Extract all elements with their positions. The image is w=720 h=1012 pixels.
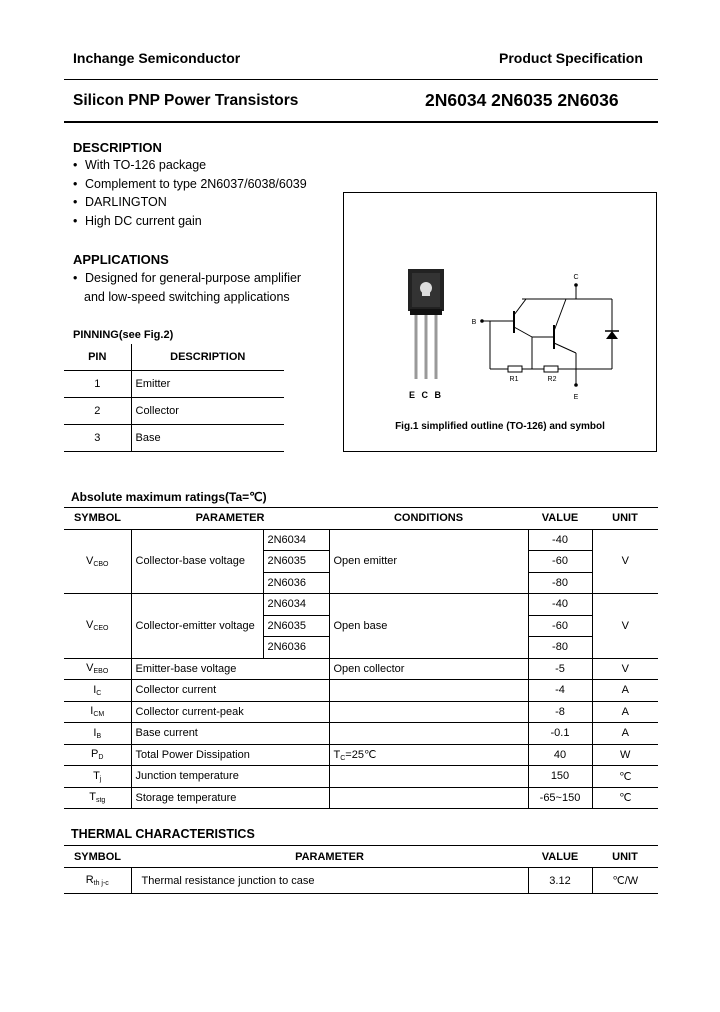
conditions-cell [329,701,528,723]
table-row [64,723,658,745]
unit-cell: A [592,701,658,723]
table-row [64,397,284,424]
darlington-symbol [482,285,612,385]
conditions-cell [329,723,528,745]
symbol-cell: $V_{CEO}$ [64,594,131,659]
pin-number: 3 [64,424,131,451]
conditions-cell [329,766,528,788]
table-row [64,787,658,809]
applications-line: • Designed for general-purpose amplifier [73,271,302,285]
part-numbers: 2N6034 2N6035 2N6036 [425,90,619,110]
conditions-col-header: CONDITIONS [329,508,528,530]
table-row [64,424,284,451]
part-number-cell: 2N6036 [263,572,329,594]
unit-cell: A [592,680,658,702]
header-rule [64,79,658,80]
pinning-table [64,344,284,452]
table-row [64,868,658,894]
part-number-cell: 2N6034 [263,529,329,551]
title-rule [64,121,658,123]
unit-cell: V [592,594,658,659]
part-number-cell: 2N6034 [263,594,329,616]
description-heading: DESCRIPTION [73,140,162,155]
parameter-cell: Emitter-base voltage [131,658,329,680]
ratings-table [64,507,658,809]
bullet-icon: • [73,158,78,172]
product-line: Silicon PNP Power Transistors [73,92,299,109]
bullet-icon: • [73,271,78,285]
thermal-heading: THERMAL CHARACTERISTICS [71,827,255,841]
to126-package-drawing [408,269,444,379]
doc-type: Product Specification [499,50,643,66]
figure-caption: Fig.1 simplified outline (TO-126) and symbol [395,421,605,432]
pin-description: Base [131,424,284,451]
symbol-cell: $P_D$ [64,744,131,766]
label-r1: R1 [509,376,519,383]
part-number-cell: 2N6035 [263,551,329,573]
label-b: B [471,319,477,326]
parameter-cell: Total Power Dissipation [131,744,329,766]
unit-col-header: UNIT [592,846,658,868]
table-row [64,529,658,551]
label-r2: R2 [547,376,557,383]
pin-description: Emitter [131,370,284,397]
symbol-cell: $R_{th j-c}$ [64,868,131,894]
value-cell: -5 [528,658,592,680]
symbol-col-header: SYMBOL [64,846,131,868]
symbol-cell: $I_{CM}$ [64,701,131,723]
description-item: • Complement to type 2N6037/6038/6039 [73,177,307,191]
part-number-cell: 2N6035 [263,615,329,637]
value-cell: 40 [528,744,592,766]
table-row [64,766,658,788]
table-row [64,370,284,397]
value-cell: -60 [528,551,592,573]
value-col-header: VALUE [528,846,592,868]
value-cell: 150 [528,766,592,788]
symbol-col-header: SYMBOL [64,508,131,530]
label-e: E [573,394,579,401]
parameter-cell: Junction temperature [131,766,329,788]
pin-col-header: PIN [64,344,131,370]
package-and-symbol-drawing [344,193,656,451]
pin-description: Collector [131,397,284,424]
applications-line: and low-speed switching applications [84,290,290,304]
parameter-cell: Storage temperature [131,787,329,809]
value-cell: -4 [528,680,592,702]
bullet-icon: • [73,195,78,209]
table-row [64,701,658,723]
desc-col-header: DESCRIPTION [131,344,284,370]
conditions-cell [329,787,528,809]
symbol-cell: $V_{CBO}$ [64,529,131,594]
ratings-heading: Absolute maximum ratings(Ta=℃) [71,490,267,504]
table-row [64,680,658,702]
value-col-header: VALUE [528,508,592,530]
unit-cell: V [592,658,658,680]
pin-number: 2 [64,397,131,424]
symbol-cell: $T_j$ [64,766,131,788]
unit-cell: A [592,723,658,745]
unit-cell: W [592,744,658,766]
symbol-cell: $I_B$ [64,723,131,745]
parameter-cell: Collector-base voltage [131,529,263,594]
parameter-cell: Base current [131,723,329,745]
bullet-icon: • [73,214,78,228]
parameter-col-header: PARAMETER [131,508,329,530]
parameter-cell: Collector current [131,680,329,702]
part-number-cell: 2N6036 [263,637,329,659]
unit-cell: ℃/W [592,868,658,894]
value-cell: 3.12 [528,868,592,894]
label-c: C [573,274,579,281]
table-row [64,658,658,680]
description-item: • DARLINGTON [73,195,167,209]
diode-icon [606,331,618,339]
value-cell: -0.1 [528,723,592,745]
pinning-heading: PINNING(see Fig.2) [73,329,174,341]
unit-col-header: UNIT [592,508,658,530]
conditions-cell: $T_C=25℃$ [329,744,528,766]
conditions-cell: Open collector [329,658,528,680]
pin-number: 1 [64,370,131,397]
description-item: • With TO-126 package [73,158,207,172]
table-row [64,744,658,766]
description-item: • High DC current gain [73,214,202,228]
company-name: Inchange Semiconductor [73,50,241,66]
symbol-cell: $I_C$ [64,680,131,702]
unit-cell: ℃ [592,766,658,788]
value-cell: -65~150 [528,787,592,809]
value-cell: -80 [528,572,592,594]
conditions-cell [329,680,528,702]
bullet-icon: • [73,177,78,191]
parameter-cell: Thermal resistance junction to case [131,868,528,894]
parameter-col-header: PARAMETER [131,846,528,868]
figure-box [343,192,657,452]
package-pin-labels: E C B [408,390,444,400]
value-cell: -60 [528,615,592,637]
symbol-cell: $T_{stg}$ [64,787,131,809]
symbol-cell: $V_{EBO}$ [64,658,131,680]
applications-heading: APPLICATIONS [73,252,169,267]
value-cell: -40 [528,529,592,551]
unit-cell: ℃ [592,787,658,809]
value-cell: -40 [528,594,592,616]
conditions-cell: Open emitter [329,529,528,594]
conditions-cell: Open base [329,594,528,659]
parameter-cell: Collector current-peak [131,701,329,723]
parameter-cell: Collector-emitter voltage [131,594,263,659]
thermal-table [64,845,658,894]
value-cell: -8 [528,701,592,723]
value-cell: -80 [528,637,592,659]
unit-cell: V [592,529,658,594]
table-row [64,594,658,616]
